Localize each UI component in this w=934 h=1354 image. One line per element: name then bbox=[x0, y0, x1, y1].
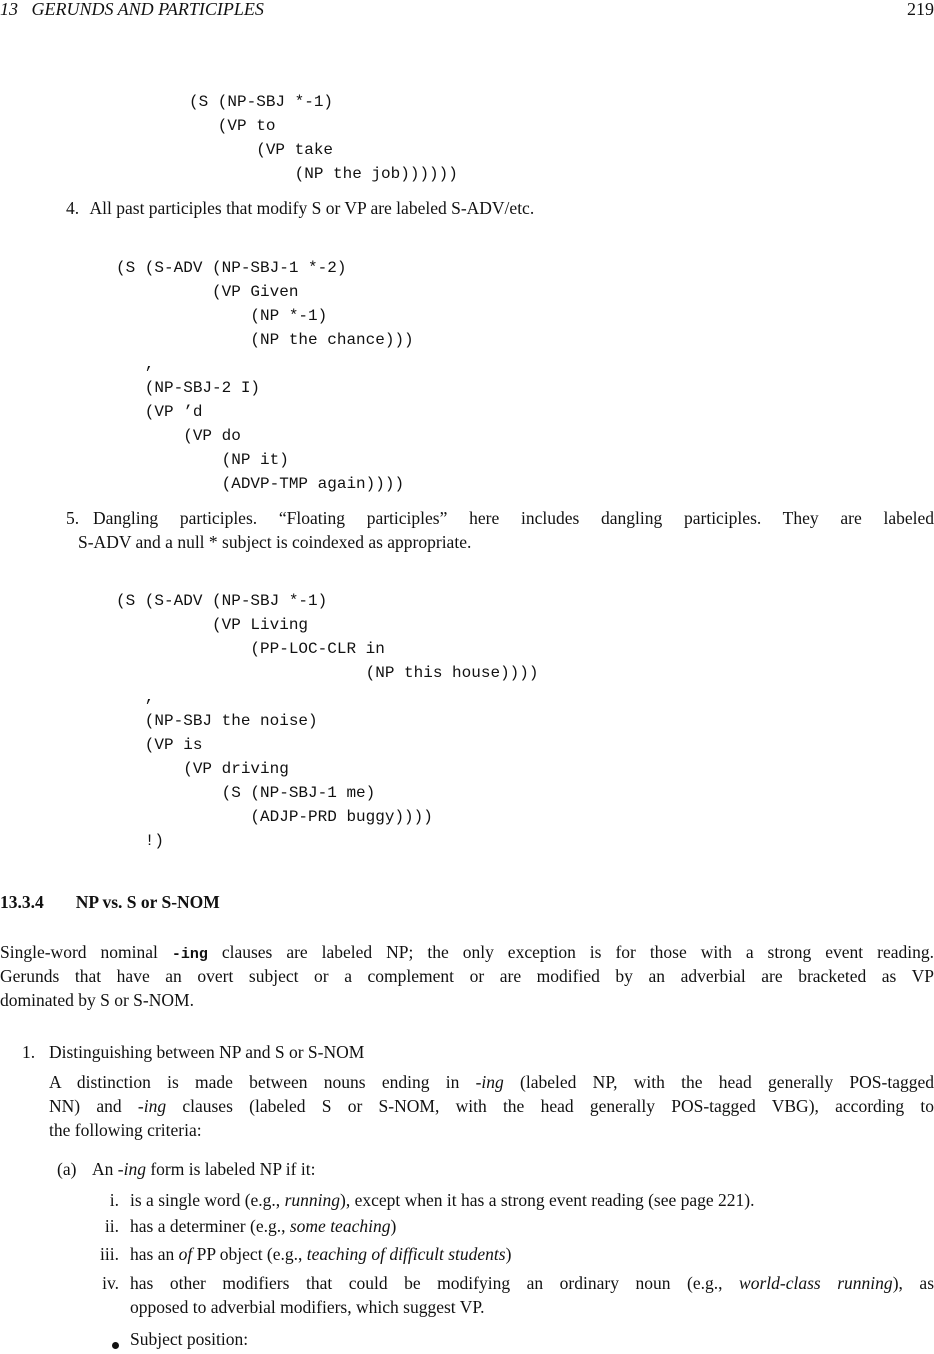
chapter-title: GERUNDS AND PARTICIPLES bbox=[31, 0, 264, 19]
bullet-text: Subject position: bbox=[130, 1329, 249, 1349]
section-title: NP vs. S or S-NOM bbox=[75, 892, 220, 912]
sub-item-a-label: (a) bbox=[57, 1159, 77, 1179]
code-line: (VP driving bbox=[116, 760, 289, 778]
paragraph-line1: Single-word nominal -ing clauses are labeled NP; the only exception is for those with a strong event reading. bbox=[0, 942, 934, 963]
sub-item-a-text: An -ing form is labeled NP if it: bbox=[92, 1159, 316, 1179]
roman-i-number: i. bbox=[109, 1190, 119, 1210]
section-number: 13.3.4 bbox=[0, 892, 44, 912]
code-line: (NP this house)))) bbox=[116, 664, 539, 682]
code-line: (PP-LOC-CLR in bbox=[116, 640, 385, 658]
code-line: (VP to bbox=[189, 117, 276, 135]
code-block-4 bbox=[116, 232, 414, 520]
list-text: All past participles that modify S or VP are labeled S-ADV/etc. bbox=[89, 198, 535, 218]
code-line: (S (S-ADV (NP-SBJ *-1) bbox=[116, 592, 328, 610]
roman-iii-number: iii. bbox=[100, 1244, 119, 1264]
code-line: (VP is bbox=[116, 736, 203, 754]
section-heading bbox=[0, 892, 220, 913]
code-line: (NP it) bbox=[116, 451, 289, 469]
code-line: (S (NP-SBJ-1 me) bbox=[116, 784, 376, 802]
roman-i-text: is a single word (e.g., running), except when it has a strong event reading (see page 221). bbox=[130, 1190, 755, 1210]
list1-para-line2: NN) and -ing clauses (labeled S or S-NOM, with the head generally POS-tagged VBG), according to bbox=[49, 1096, 934, 1116]
code-block-top bbox=[189, 66, 458, 210]
list1-number: 1. bbox=[22, 1042, 36, 1062]
paragraph-line3: dominated by S or S-NOM. bbox=[0, 990, 194, 1010]
code-line: (VP ’d bbox=[116, 403, 203, 421]
list-item-5-line1: Dangling participles. “Floating participles” here includes dangling participles. They are labeled bbox=[93, 508, 934, 528]
code-line: (NP *-1) bbox=[116, 307, 328, 325]
list1-para-line1: A distinction is made between nouns ending in -ing (labeled NP, with the head generally POS-tagged bbox=[49, 1072, 934, 1092]
code-line: (NP-SBJ-2 I) bbox=[116, 379, 261, 397]
roman-iv-number: iv. bbox=[102, 1273, 119, 1293]
chapter-number: 13 bbox=[0, 0, 18, 19]
code-line: (VP do bbox=[116, 427, 241, 445]
code-line: (NP the job)))))) bbox=[189, 165, 458, 183]
list-item-5-line2: S-ADV and a null * subject is coindexed as appropriate. bbox=[78, 532, 472, 552]
roman-ii-text: has a determiner (e.g., some teaching) bbox=[130, 1216, 397, 1236]
list-item-4 bbox=[66, 196, 534, 220]
roman-iv-line2: opposed to adverbial modifiers, which suggest VP. bbox=[130, 1297, 485, 1317]
code-line: (S (NP-SBJ *-1) bbox=[189, 93, 334, 111]
code-line: (ADVP-TMP again)))) bbox=[116, 475, 405, 493]
roman-iv-line1: has other modifiers that could be modifying an ordinary noun (e.g., world-class running), as bbox=[130, 1273, 934, 1293]
code-line: (ADJP-PRD buggy)))) bbox=[116, 808, 433, 826]
code-line: (S (S-ADV (NP-SBJ-1 *-2) bbox=[116, 259, 347, 277]
bullet-dot-icon bbox=[112, 1336, 119, 1354]
code-block-5 bbox=[116, 565, 538, 877]
code-line: (VP Given bbox=[116, 283, 299, 301]
page-number: 219 bbox=[907, 0, 934, 19]
code-line: (VP Living bbox=[116, 616, 309, 634]
list1-heading: Distinguishing between NP and S or S-NOM bbox=[49, 1042, 365, 1062]
list-item-5-number: 5. bbox=[66, 508, 80, 528]
list-number: 4. bbox=[66, 198, 80, 218]
code-line: !) bbox=[116, 832, 165, 850]
code-line: , bbox=[116, 688, 155, 706]
roman-ii-number: ii. bbox=[104, 1216, 119, 1236]
code-line: (VP take bbox=[189, 141, 334, 159]
code-line: (NP the chance))) bbox=[116, 331, 414, 349]
paragraph-line2: Gerunds that have an overt subject or a complement or are modified by an adverbial are bracketed as VP bbox=[0, 966, 934, 986]
roman-iii-text: has an of PP object (e.g., teaching of difficult students) bbox=[130, 1244, 512, 1264]
code-line: , bbox=[116, 355, 155, 373]
list1-para-line3: the following criteria: bbox=[49, 1120, 202, 1140]
code-line: (NP-SBJ the noise) bbox=[116, 712, 318, 730]
running-header bbox=[0, 0, 264, 20]
